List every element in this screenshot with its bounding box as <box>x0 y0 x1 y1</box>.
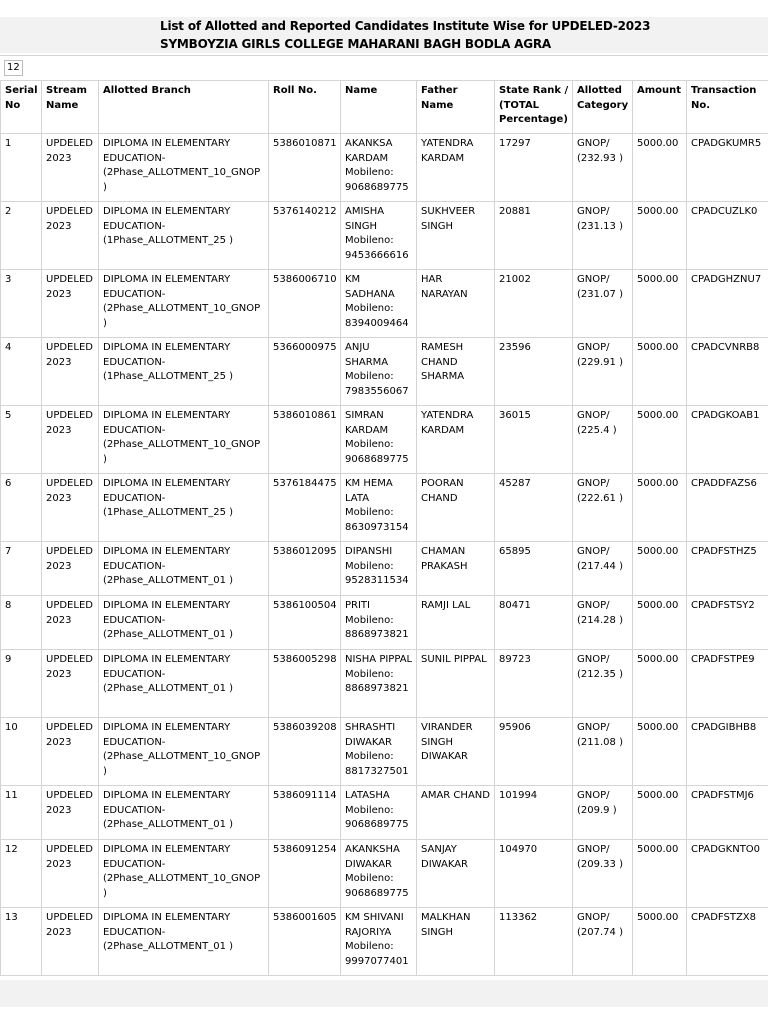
cell-branch: DIPLOMA IN ELEMENTARY EDUCATION-(2Phase_ALLOTMENT_01 ) <box>99 596 269 650</box>
cell-name <box>341 840 417 908</box>
cell-father: YATENDRA KARDAM <box>417 406 495 474</box>
table-row <box>1 406 768 474</box>
column-header-category: Allotted Category <box>573 81 633 134</box>
cell-serial: 1 <box>1 134 42 202</box>
cell-father: SANJAY DIWAKAR <box>417 840 495 908</box>
cell-father: RAMJI LAL <box>417 596 495 650</box>
mobile-number: 8868973821 <box>345 683 409 694</box>
candidate-name: LATASHA <box>345 790 390 801</box>
table-row <box>1 718 768 786</box>
cell-serial: 11 <box>1 786 42 840</box>
cell-category: GNOP/ (225.4 ) <box>573 406 633 474</box>
cell-stream: UPDELED 2023 <box>42 650 99 718</box>
cell-father: CHAMAN PRAKASH <box>417 542 495 596</box>
cell-rank: 104970 <box>495 840 573 908</box>
mobile-label: Mobileno: <box>345 873 394 884</box>
table-row <box>1 908 768 976</box>
cell-serial: 13 <box>1 908 42 976</box>
cell-amount: 5000.00 <box>633 908 687 976</box>
cell-stream: UPDELED 2023 <box>42 840 99 908</box>
cell-category: GNOP/ (222.61 ) <box>573 474 633 542</box>
mobile-label: Mobileno: <box>345 507 394 518</box>
mobile-number: 9068689775 <box>345 887 409 899</box>
cell-stream: UPDELED 2023 <box>42 406 99 474</box>
cell-amount: 5000.00 <box>633 718 687 786</box>
candidates-table <box>0 80 768 976</box>
table-row <box>1 596 768 650</box>
cell-branch: DIPLOMA IN ELEMENTARY EDUCATION-(2Phase_ALLOTMENT_01 ) <box>99 786 269 840</box>
cell-serial: 2 <box>1 202 42 270</box>
candidate-name: SIMRAN KARDAM <box>345 410 389 436</box>
cell-category: GNOP/ (212.35 ) <box>573 650 633 718</box>
cell-rank: 17297 <box>495 134 573 202</box>
cell-roll: 5366000975 <box>269 338 341 406</box>
cell-roll: 5386006710 <box>269 270 341 338</box>
candidate-name: PRITI <box>345 600 370 611</box>
cell-category: GNOP/ (214.28 ) <box>573 596 633 650</box>
cell-category: GNOP/ (209.33 ) <box>573 840 633 908</box>
cell-father: YATENDRA KARDAM <box>417 134 495 202</box>
cell-father: POORAN CHAND <box>417 474 495 542</box>
cell-amount: 5000.00 <box>633 650 687 718</box>
cell-name <box>341 406 417 474</box>
cell-transaction: CPADDFAZS6 <box>687 474 768 542</box>
cell-amount: 5000.00 <box>633 270 687 338</box>
cell-rank: 95906 <box>495 718 573 786</box>
table-row <box>1 650 768 718</box>
cell-branch: DIPLOMA IN ELEMENTARY EDUCATION-(1Phase_ALLOTMENT_25 ) <box>99 202 269 270</box>
cell-roll: 5386010861 <box>269 406 341 474</box>
mobile-label: Mobileno: <box>345 371 394 382</box>
cell-stream: UPDELED 2023 <box>42 202 99 270</box>
mobile-label: Mobileno: <box>345 941 394 952</box>
candidate-name: NISHA PIPPAL <box>345 654 413 665</box>
cell-stream: UPDELED 2023 <box>42 596 99 650</box>
cell-father: MALKHAN SINGH <box>417 908 495 976</box>
mobile-number: 8394009464 <box>345 317 409 329</box>
table-row <box>1 202 768 270</box>
cell-name <box>341 786 417 840</box>
mobile-number: 9068689775 <box>345 181 409 193</box>
cell-amount: 5000.00 <box>633 474 687 542</box>
candidate-name: AMISHA SINGH <box>345 206 385 232</box>
candidate-name: KM SADHANA <box>345 274 395 300</box>
cell-branch: DIPLOMA IN ELEMENTARY EDUCATION-(2Phase_ALLOTMENT_01 ) <box>99 650 269 718</box>
column-header-transaction: Transaction No. <box>687 81 768 134</box>
cell-amount: 5000.00 <box>633 542 687 596</box>
cell-roll: 5386100504 <box>269 596 341 650</box>
record-count: 12 <box>4 60 23 76</box>
cell-transaction: CPADGIBHB8 <box>687 718 768 786</box>
cell-stream: UPDELED 2023 <box>42 338 99 406</box>
candidate-name: ANJU SHARMA <box>345 342 389 368</box>
cell-rank: 20881 <box>495 202 573 270</box>
table-header-row <box>1 81 768 134</box>
cell-name <box>341 338 417 406</box>
cell-branch: DIPLOMA IN ELEMENTARY EDUCATION-(2Phase_ALLOTMENT_10_GNOP ) <box>99 270 269 338</box>
column-header-father: Father Name <box>417 81 495 134</box>
cell-father: RAMESH CHAND SHARMA <box>417 338 495 406</box>
cell-transaction: CPADGKNTO0 <box>687 840 768 908</box>
page-title: List of Allotted and Reported Candidates Institute Wise for UPDELED-2023 <box>160 19 651 33</box>
cell-amount: 5000.00 <box>633 786 687 840</box>
mobile-number: 9068689775 <box>345 453 409 465</box>
table-row <box>1 270 768 338</box>
cell-stream: UPDELED 2023 <box>42 786 99 840</box>
cell-father: HAR NARAYAN <box>417 270 495 338</box>
cell-name <box>341 474 417 542</box>
candidate-name: AKANKSA KARDAM <box>345 138 393 164</box>
mobile-number: 9453666616 <box>345 249 409 261</box>
cell-roll: 5386010871 <box>269 134 341 202</box>
cell-transaction: CPADFSTPE9 <box>687 650 768 718</box>
cell-roll: 5376140212 <box>269 202 341 270</box>
mobile-label: Mobileno: <box>345 751 394 762</box>
cell-transaction: CPADFSTHZ5 <box>687 542 768 596</box>
cell-name <box>341 134 417 202</box>
table-row <box>1 542 768 596</box>
cell-branch: DIPLOMA IN ELEMENTARY EDUCATION-(1Phase_ALLOTMENT_25 ) <box>99 338 269 406</box>
cell-amount: 5000.00 <box>633 202 687 270</box>
column-header-serial: Serial No <box>1 81 42 134</box>
cell-roll: 5376184475 <box>269 474 341 542</box>
cell-serial: 5 <box>1 406 42 474</box>
cell-roll: 5386039208 <box>269 718 341 786</box>
cell-transaction: CPADFSTMJ6 <box>687 786 768 840</box>
cell-serial: 6 <box>1 474 42 542</box>
table-row <box>1 474 768 542</box>
cell-stream: UPDELED 2023 <box>42 474 99 542</box>
cell-stream: UPDELED 2023 <box>42 718 99 786</box>
cell-rank: 65895 <box>495 542 573 596</box>
column-header-branch: Allotted Branch <box>99 81 269 134</box>
mobile-number: 8868973821 <box>345 629 409 640</box>
column-header-roll: Roll No. <box>269 81 341 134</box>
column-header-amount: Amount <box>633 81 687 134</box>
candidate-name: DIPANSHI <box>345 546 393 557</box>
cell-roll: 5386091254 <box>269 840 341 908</box>
cell-branch: DIPLOMA IN ELEMENTARY EDUCATION-(2Phase_ALLOTMENT_10_GNOP ) <box>99 406 269 474</box>
cell-serial: 10 <box>1 718 42 786</box>
candidate-name: KM HEMA LATA <box>345 478 393 504</box>
cell-name <box>341 718 417 786</box>
cell-name <box>341 202 417 270</box>
cell-rank: 113362 <box>495 908 573 976</box>
cell-branch: DIPLOMA IN ELEMENTARY EDUCATION-(2Phase_ALLOTMENT_10_GNOP ) <box>99 718 269 786</box>
cell-rank: 36015 <box>495 406 573 474</box>
cell-rank: 23596 <box>495 338 573 406</box>
cell-category: GNOP/ (211.08 ) <box>573 718 633 786</box>
page-header <box>0 17 768 53</box>
mobile-label: Mobileno: <box>345 235 394 246</box>
mobile-number: 9528311534 <box>345 575 409 586</box>
mobile-number: 9068689775 <box>345 819 409 830</box>
mobile-label: Mobileno: <box>345 439 394 450</box>
column-header-stream: Stream Name <box>42 81 99 134</box>
cell-rank: 80471 <box>495 596 573 650</box>
cell-stream: UPDELED 2023 <box>42 542 99 596</box>
institute-name: SYMBOYZIA GIRLS COLLEGE MAHARANI BAGH BODLA AGRA <box>160 37 552 51</box>
cell-rank: 89723 <box>495 650 573 718</box>
cell-amount: 5000.00 <box>633 596 687 650</box>
cell-transaction: CPADFSTZX8 <box>687 908 768 976</box>
cell-stream: UPDELED 2023 <box>42 908 99 976</box>
cell-name <box>341 270 417 338</box>
cell-amount: 5000.00 <box>633 338 687 406</box>
cell-amount: 5000.00 <box>633 134 687 202</box>
cell-stream: UPDELED 2023 <box>42 270 99 338</box>
mobile-label: Mobileno: <box>345 614 394 626</box>
mobile-number: 8630973154 <box>345 521 409 533</box>
page-footer <box>0 980 768 1007</box>
cell-rank: 45287 <box>495 474 573 542</box>
cell-category: GNOP/ (231.07 ) <box>573 270 633 338</box>
table-row <box>1 840 768 908</box>
cell-name <box>341 542 417 596</box>
cell-category: GNOP/ (209.9 ) <box>573 786 633 840</box>
mobile-label: Mobileno: <box>345 560 394 572</box>
mobile-number: 9997077401 <box>345 955 409 967</box>
cell-father: AMAR CHAND <box>417 786 495 840</box>
cell-amount: 5000.00 <box>633 840 687 908</box>
cell-transaction: CPADGKOAB1 <box>687 406 768 474</box>
cell-serial: 7 <box>1 542 42 596</box>
cell-serial: 8 <box>1 596 42 650</box>
cell-transaction: CPADCUZLK0 <box>687 202 768 270</box>
cell-name <box>341 650 417 718</box>
table-row <box>1 338 768 406</box>
cell-transaction: CPADGKUMR5 <box>687 134 768 202</box>
cell-transaction: CPADCVNRB8 <box>687 338 768 406</box>
table-row <box>1 786 768 840</box>
cell-transaction: CPADGHZNU7 <box>687 270 768 338</box>
column-header-name: Name <box>341 81 417 134</box>
cell-roll: 5386012095 <box>269 542 341 596</box>
cell-serial: 3 <box>1 270 42 338</box>
cell-category: GNOP/ (231.13 ) <box>573 202 633 270</box>
cell-branch: DIPLOMA IN ELEMENTARY EDUCATION-(2Phase_ALLOTMENT_10_GNOP ) <box>99 840 269 908</box>
cell-father: SUKHVEER SINGH <box>417 202 495 270</box>
cell-roll: 5386091114 <box>269 786 341 840</box>
cell-roll: 5386005298 <box>269 650 341 718</box>
cell-serial: 9 <box>1 650 42 718</box>
cell-branch: DIPLOMA IN ELEMENTARY EDUCATION-(2Phase_ALLOTMENT_01 ) <box>99 908 269 976</box>
mobile-label: Mobileno: <box>345 668 394 680</box>
cell-category: GNOP/ (217.44 ) <box>573 542 633 596</box>
cell-stream: UPDELED 2023 <box>42 134 99 202</box>
mobile-number: 8817327501 <box>345 765 409 777</box>
cell-branch: DIPLOMA IN ELEMENTARY EDUCATION-(2Phase_ALLOTMENT_10_GNOP ) <box>99 134 269 202</box>
cell-roll: 5386001605 <box>269 908 341 976</box>
cell-category: GNOP/ (232.93 ) <box>573 134 633 202</box>
mobile-label: Mobileno: <box>345 303 394 314</box>
candidate-name: AKANKSHA DIWAKAR <box>345 844 400 870</box>
candidate-name: KM SHIVANI RAJORIYA <box>345 912 404 938</box>
cell-amount: 5000.00 <box>633 406 687 474</box>
mobile-number: 7983556067 <box>345 385 409 397</box>
cell-branch: DIPLOMA IN ELEMENTARY EDUCATION-(2Phase_ALLOTMENT_01 ) <box>99 542 269 596</box>
candidate-name: SHRASHTI DIWAKAR <box>345 722 396 748</box>
cell-category: GNOP/ (229.91 ) <box>573 338 633 406</box>
cell-branch: DIPLOMA IN ELEMENTARY EDUCATION-(1Phase_ALLOTMENT_25 ) <box>99 474 269 542</box>
cell-name <box>341 596 417 650</box>
cell-name <box>341 908 417 976</box>
cell-father: VIRANDER SINGH DIWAKAR <box>417 718 495 786</box>
table-row <box>1 134 768 202</box>
cell-rank: 101994 <box>495 786 573 840</box>
column-header-rank: State Rank / (TOTAL Percentage) <box>495 81 573 134</box>
count-row <box>0 55 768 81</box>
cell-serial: 12 <box>1 840 42 908</box>
mobile-label: Mobileno: <box>345 804 394 816</box>
cell-category: GNOP/ (207.74 ) <box>573 908 633 976</box>
mobile-label: Mobileno: <box>345 167 394 178</box>
cell-transaction: CPADFSTSY2 <box>687 596 768 650</box>
cell-serial: 4 <box>1 338 42 406</box>
cell-rank: 21002 <box>495 270 573 338</box>
cell-father: SUNIL PIPPAL <box>417 650 495 718</box>
